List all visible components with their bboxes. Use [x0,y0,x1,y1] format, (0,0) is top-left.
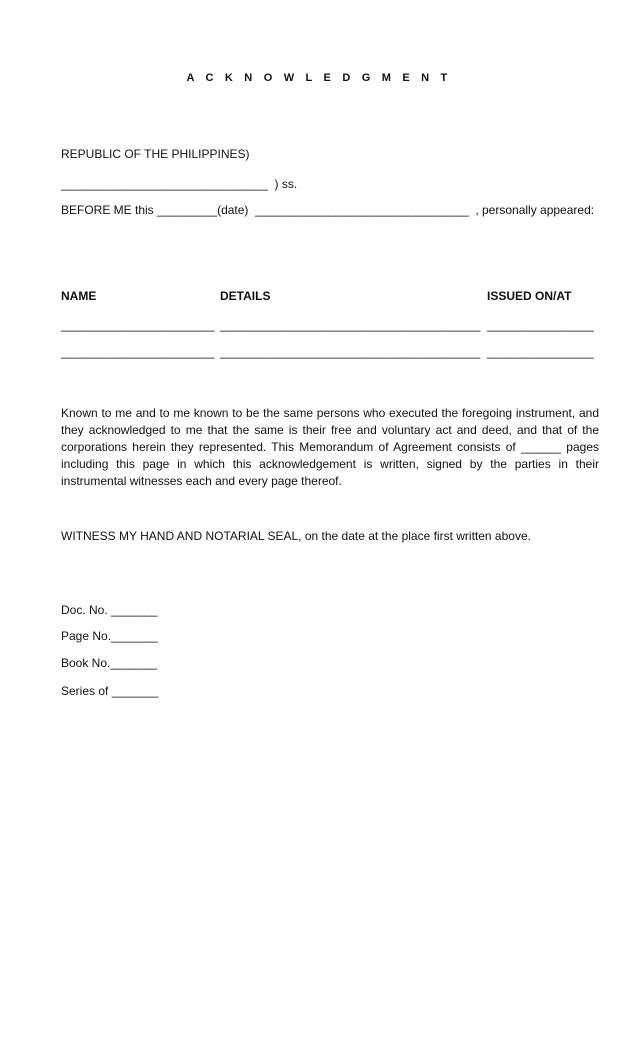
document-title: A C K N O W L E D G M E N T [186,72,452,84]
republic-line: REPUBLIC OF THE PHILIPPINES) [61,147,250,161]
header-details: DETAILS [220,289,271,303]
blank-name-2: _______________________ [61,345,215,359]
blank-issued-1: ________________ [487,318,594,332]
blank-details-2: _______________________________________ [220,345,481,359]
blank-issued-2: ________________ [487,345,594,359]
acknowledgment-paragraph: Known to me and to me known to be the same persons who executed the foregoing instrument, and they acknowledged to me that the same is their free and voluntary act and deed, and that of the corporations herein they represented. This Memorandum of Agreement consists of ______ pages including this page in which this acknowledgement is written, signed by the parties in their instrumental witnesses each and every page thereof. [61,406,599,488]
page-no-line: Page No._______ [61,629,158,643]
header-issued-on-at: ISSUED ON/AT [487,289,572,303]
series-line: Series of _______ [61,684,159,698]
book-no-line: Book No._______ [61,656,158,670]
doc-no-line: Doc. No. _______ [61,603,158,617]
before-me-line: BEFORE ME this _________(date) ________________________________ , personally appeared: [61,203,595,217]
witness-line: WITNESS MY HAND AND NOTARIAL SEAL, on the date at the place first written above. [61,529,531,543]
header-name: NAME [61,289,97,303]
ss-line: _______________________________ ) ss. [61,177,298,191]
blank-details-1: _______________________________________ [220,318,481,332]
blank-name-1: _______________________ [61,318,215,332]
